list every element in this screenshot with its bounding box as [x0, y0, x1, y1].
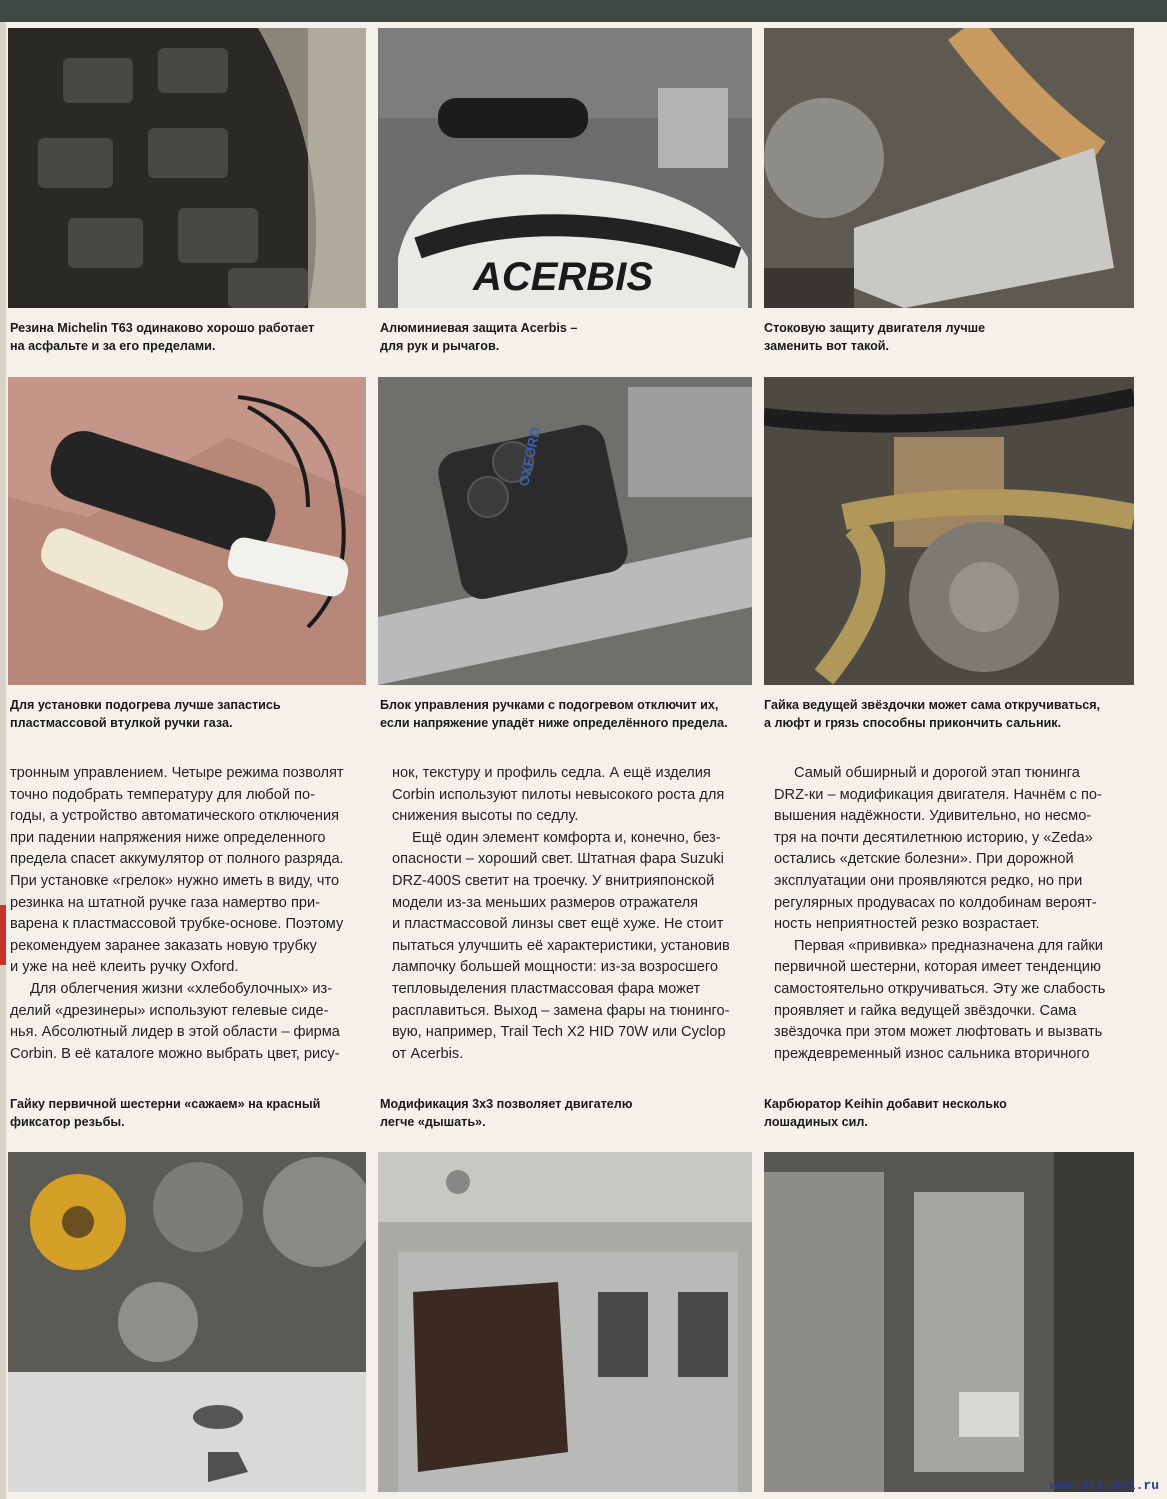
caption-line: если напряжение упадёт ниже определённого предела. [380, 716, 728, 730]
caption-line: лошадиных сил. [764, 1115, 868, 1129]
caption-line: на асфальте и за его пределами. [10, 339, 216, 353]
caption-line: Блок управления ручками с подогревом отключит их, [380, 698, 719, 712]
body-line: при падении напряжения ниже определенного [10, 829, 326, 846]
body-line: тря на почти десятилетнюю историю, у «Zeda» [774, 829, 1093, 846]
body-line: нок, текстуру и профиль седла. А ещё изделия [392, 765, 711, 781]
handguard-photo [378, 28, 752, 308]
body-line: пытаться улучшить её характеристики, установив [392, 937, 730, 954]
body-line: первичной шестерни, которая имеет тенденцию [774, 959, 1101, 976]
caption-gears [10, 1095, 320, 1131]
caption-line: Карбюратор Keihin добавит несколько [764, 1097, 1007, 1111]
body-line: При установке «грелок» нужно иметь в виду, что [10, 872, 340, 889]
caption-sprocket [764, 696, 1100, 732]
body-line: модели из-за меньших размеров отражателя [392, 894, 699, 911]
caption-line: Гайка ведущей звёздочки может сама откручиваться, [764, 698, 1101, 712]
body-line: годы, а устройство автоматического отключения [10, 808, 340, 825]
caption-airbox [380, 1095, 633, 1131]
controller-photo [378, 377, 752, 685]
body-line: и уже на неё клеить ручку Oxford. [10, 959, 239, 976]
body-line: самостоятельно откручиваться. Эту же слабость [774, 980, 1106, 997]
skidplate-photo [764, 28, 1134, 308]
body-line: снижения высоты по седлу. [392, 808, 579, 825]
body-line: опасности – хороший свет. Штатная фара Suzuki [392, 851, 724, 868]
body-column-2 [392, 763, 730, 1065]
tire-photo [8, 28, 366, 308]
caption-line: Гайку первичной шестерни «сажаем» на красный [10, 1097, 321, 1111]
body-line: преждевременный износ сальника вторичного [774, 1045, 1090, 1062]
body-line: делий «дрезинеры» используют гелевые сиде- [10, 1002, 329, 1019]
body-line: регулярных продувасах по колдобинам вероят- [774, 894, 1097, 911]
body-line: нья. Абсолютный лидер в этой области – фирма [10, 1024, 340, 1041]
body-line: DRZ-400S светит на троечку. У внитрияпонской [392, 872, 715, 889]
body-line: Первая «прививка» предназначена для гайки [794, 937, 1103, 954]
body-line: расплавиться. Выход – замена фары на тюнинго- [392, 1002, 730, 1019]
caption-tire [10, 319, 314, 355]
body-line: тронным управлением. Четыре режима позволят [10, 765, 344, 781]
page-spine-edge [0, 22, 6, 1499]
caption-line: Для установки подогрева лучше запастись [10, 698, 281, 712]
body-line: Самый обширный и дорогой этап тюнинга [794, 765, 1080, 781]
caption-line: для рук и рычагов. [380, 339, 500, 353]
grip-photo [8, 377, 366, 685]
body-column-3 [774, 763, 1105, 1065]
body-column-1 [10, 763, 344, 1065]
caption-line: фиксатор резьбы. [10, 1115, 125, 1129]
caption-handguard [380, 319, 577, 355]
caption-skidplate [764, 319, 985, 355]
body-line: вую, например, Trail Tech X2 HID 70W или Cyclop [392, 1024, 726, 1041]
caption-line: заменить вот такой. [764, 339, 890, 353]
body-line: проявляет и гайка ведущей звёздочки. Сама [774, 1002, 1077, 1019]
caption-line: Стоковую защиту двигателя лучше [764, 321, 986, 335]
body-line: вышения надёжности. Удивительно, но несмо- [774, 808, 1092, 825]
body-line: звёздочка при этом может люфтовать и вызвать [774, 1024, 1103, 1041]
red-margin-mark [0, 905, 6, 965]
gears-photo [8, 1152, 366, 1492]
footer-url: www.drz.my1.ru [1049, 1478, 1159, 1493]
body-line: ность неприятностей резко возрастает. [774, 916, 1040, 933]
caption-carburetor [764, 1095, 1007, 1131]
caption-line: пластмассовой втулкой ручки газа. [10, 716, 233, 730]
body-line: резинка на штатной ручке газа намертво при- [10, 894, 320, 911]
body-line: и пластмассовой линзы свет ещё хуже. Не стоит [392, 916, 724, 933]
body-line: лампочку большей мощности: из-за возросшего [392, 959, 719, 976]
caption-line: Резина Michelin T63 одинаково хорошо работает [10, 321, 315, 335]
svg-text:OXFORD: OXFORD [515, 425, 544, 488]
caption-line: Модификация 3x3 позволяет двигателю [380, 1097, 633, 1111]
caption-line: Алюминиевая защита Acerbis – [380, 321, 578, 335]
body-line: Corbin используют пилоты невысокого роста для [392, 786, 725, 803]
body-line: DRZ-ки – модификация двигателя. Начнём с по- [774, 786, 1102, 803]
body-line: Corbin. В её каталоге можно выбрать цвет, рису- [10, 1045, 340, 1062]
body-line: эксплуатации они проявляются редко, но при [774, 872, 1083, 889]
body-line: Для облегчения жизни «хлебобулочных» из- [30, 980, 333, 997]
caption-line: легче «дышать». [380, 1115, 486, 1129]
body-line: предела спасет аккумулятор от полного разряда. [10, 851, 344, 868]
body-line: от Acerbis. [392, 1045, 464, 1062]
caption-grip [10, 696, 281, 732]
caption-controller [380, 696, 728, 732]
body-line: рекомендуем заранее заказать новую трубку [10, 937, 317, 954]
page-top-bar [0, 0, 1167, 22]
svg-text:ACERBIS: ACERBIS [473, 255, 654, 299]
airbox-photo [378, 1152, 752, 1492]
body-line: Ещё один элемент комфорта и, конечно, без- [412, 829, 721, 846]
body-line: варена к пластмассовой трубке-основе. Поэтому [10, 916, 344, 933]
body-line: точно подобрать температуру для любой по- [10, 786, 315, 803]
sprocket-photo [764, 377, 1134, 685]
caption-line: а люфт и грязь способны прикончить сальник. [764, 716, 1062, 730]
body-line: остались «детские болезни». При дорожной [774, 851, 1074, 868]
carburetor-photo [764, 1152, 1134, 1492]
body-line: тепловыделения пластмассовая фара может [392, 980, 701, 997]
